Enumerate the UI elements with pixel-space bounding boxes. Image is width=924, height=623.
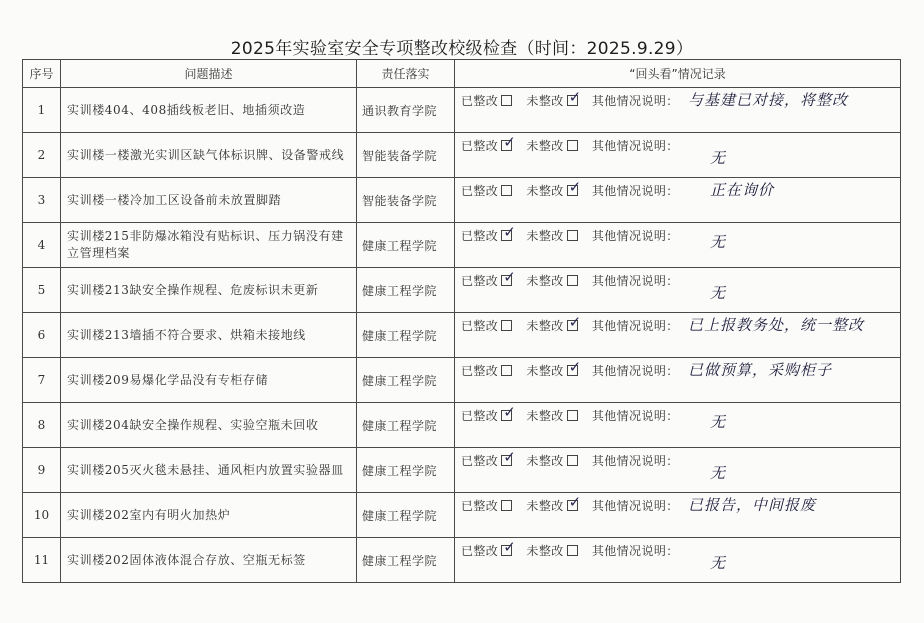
table-row bbox=[23, 448, 901, 493]
status-options bbox=[461, 178, 679, 199]
handwritten-note: 正在询价 bbox=[710, 181, 775, 199]
other-label: 其他情况说明： bbox=[591, 274, 679, 288]
row-description: 实训楼213墙插不符合要求、烘箱未接地线 bbox=[61, 313, 357, 358]
row-record bbox=[455, 313, 901, 358]
handwritten-note: 已报告，中间报废 bbox=[688, 496, 817, 514]
row-description: 实训楼202固体液体混合存放、空瓶无标签 bbox=[61, 538, 357, 583]
option-rectified-label: 已整改 bbox=[461, 409, 499, 423]
option-rectified-label: 已整改 bbox=[461, 544, 499, 558]
checkbox-icon[interactable] bbox=[501, 95, 512, 106]
row-description: 实训楼404、408插线板老旧、地插须改造 bbox=[61, 88, 357, 133]
checkmark-icon: ✓ bbox=[503, 268, 517, 286]
checkbox-icon[interactable] bbox=[567, 88, 582, 106]
header-description: 问题描述 bbox=[61, 60, 357, 88]
status-options bbox=[461, 358, 679, 379]
table-row bbox=[23, 538, 901, 583]
header-record: “回头看”情况记录 bbox=[455, 60, 901, 88]
checkbox-icon[interactable] bbox=[501, 538, 517, 556]
status-options bbox=[461, 448, 679, 469]
checkbox-icon[interactable] bbox=[567, 410, 578, 421]
table-row bbox=[23, 223, 901, 268]
checkmark-icon: ✓ bbox=[503, 223, 517, 241]
option-rectified[interactable] bbox=[461, 497, 512, 514]
row-department: 通识教育学院 bbox=[357, 88, 455, 133]
option-rectified[interactable] bbox=[461, 268, 517, 289]
option-rectified[interactable] bbox=[461, 133, 517, 154]
checkmark-icon: ✓ bbox=[503, 133, 517, 151]
other-label: 其他情况说明： bbox=[591, 319, 679, 333]
handwritten-note: 无 bbox=[710, 149, 727, 167]
checkbox-icon[interactable] bbox=[501, 365, 512, 376]
table-row bbox=[23, 133, 901, 178]
handwritten-note: 无 bbox=[710, 413, 727, 431]
handwritten-note: 与基建已对接，将整改 bbox=[688, 91, 849, 109]
option-rectified-label: 已整改 bbox=[461, 499, 499, 513]
option-not-rectified-label: 未整改 bbox=[526, 139, 564, 153]
option-not-rectified[interactable] bbox=[526, 178, 582, 199]
option-rectified[interactable] bbox=[461, 317, 512, 334]
option-not-rectified-label: 未整改 bbox=[526, 94, 564, 108]
row-index: 8 bbox=[23, 403, 61, 448]
option-rectified-label: 已整改 bbox=[461, 454, 499, 468]
checkbox-icon[interactable] bbox=[501, 223, 517, 241]
checkbox-icon[interactable] bbox=[501, 268, 517, 286]
option-not-rectified-label: 未整改 bbox=[526, 274, 564, 288]
checkbox-icon[interactable] bbox=[501, 448, 517, 466]
status-options bbox=[461, 88, 679, 109]
table-row bbox=[23, 88, 901, 133]
option-rectified[interactable] bbox=[461, 182, 512, 199]
row-description: 实训楼213缺安全操作规程、危废标识未更新 bbox=[61, 268, 357, 313]
checkmark-icon: ✓ bbox=[503, 538, 517, 556]
row-department: 健康工程学院 bbox=[357, 538, 455, 583]
checkbox-icon[interactable] bbox=[567, 313, 582, 331]
row-index: 3 bbox=[23, 178, 61, 223]
option-rectified[interactable] bbox=[461, 403, 517, 424]
other-label: 其他情况说明： bbox=[591, 139, 679, 153]
page-title: 2025年实验室安全专项整改校级检查（时间：2025.9.29） bbox=[230, 39, 694, 59]
other-label: 其他情况说明： bbox=[591, 184, 679, 198]
other-label: 其他情况说明： bbox=[591, 454, 679, 468]
option-rectified[interactable] bbox=[461, 92, 512, 109]
row-index: 9 bbox=[23, 448, 61, 493]
checkmark-icon: ✓ bbox=[568, 88, 582, 106]
option-not-rectified[interactable] bbox=[526, 452, 577, 469]
handwritten-note: 无 bbox=[710, 464, 727, 482]
checkbox-icon[interactable] bbox=[567, 178, 582, 196]
row-department: 健康工程学院 bbox=[357, 448, 455, 493]
handwritten-note: 无 bbox=[710, 284, 727, 302]
checkbox-icon[interactable] bbox=[501, 185, 512, 196]
checkmark-icon: ✓ bbox=[568, 358, 582, 376]
row-record bbox=[455, 268, 901, 313]
row-index: 10 bbox=[23, 493, 61, 538]
row-department: 健康工程学院 bbox=[357, 313, 455, 358]
option-not-rectified[interactable] bbox=[526, 272, 577, 289]
option-rectified-label: 已整改 bbox=[461, 319, 499, 333]
option-not-rectified-label: 未整改 bbox=[526, 364, 564, 378]
table-row bbox=[23, 403, 901, 448]
status-options bbox=[461, 493, 679, 514]
option-not-rectified[interactable] bbox=[526, 137, 577, 154]
option-not-rectified[interactable] bbox=[526, 313, 582, 334]
inspection-table bbox=[22, 59, 901, 583]
row-description: 实训楼一楼冷加工区设备前未放置脚踏 bbox=[61, 178, 357, 223]
option-rectified-label: 已整改 bbox=[461, 94, 499, 108]
status-options bbox=[461, 223, 679, 244]
handwritten-note: 无 bbox=[710, 554, 727, 572]
option-rectified-label: 已整改 bbox=[461, 229, 499, 243]
option-not-rectified-label: 未整改 bbox=[526, 319, 564, 333]
row-department: 健康工程学院 bbox=[357, 358, 455, 403]
checkbox-icon[interactable] bbox=[501, 320, 512, 331]
option-not-rectified-label: 未整改 bbox=[526, 544, 564, 558]
row-description: 实训楼一楼激光实训区缺气体标识牌、设备警戒线 bbox=[61, 133, 357, 178]
row-index: 2 bbox=[23, 133, 61, 178]
other-label: 其他情况说明： bbox=[591, 229, 679, 243]
option-rectified-label: 已整改 bbox=[461, 274, 499, 288]
checkmark-icon: ✓ bbox=[568, 493, 582, 511]
checkbox-icon[interactable] bbox=[567, 140, 578, 151]
other-label: 其他情况说明： bbox=[591, 94, 679, 108]
table-row bbox=[23, 358, 901, 403]
option-rectified-label: 已整改 bbox=[461, 139, 499, 153]
option-not-rectified[interactable] bbox=[526, 358, 582, 379]
status-options bbox=[461, 538, 679, 559]
row-department: 智能装备学院 bbox=[357, 133, 455, 178]
handwritten-note: 已做预算，采购柜子 bbox=[688, 361, 833, 379]
checkmark-icon: ✓ bbox=[503, 403, 517, 421]
checkbox-icon[interactable] bbox=[501, 133, 517, 151]
checkbox-icon[interactable] bbox=[567, 358, 582, 376]
status-options bbox=[461, 268, 679, 289]
option-rectified[interactable] bbox=[461, 223, 517, 244]
option-not-rectified-label: 未整改 bbox=[526, 184, 564, 198]
checkmark-icon: ✓ bbox=[568, 313, 582, 331]
option-not-rectified[interactable] bbox=[526, 407, 577, 424]
header-index: 序号 bbox=[23, 60, 61, 88]
status-options bbox=[461, 133, 679, 154]
checkbox-icon[interactable] bbox=[567, 455, 578, 466]
table-header-row bbox=[23, 60, 901, 88]
option-not-rectified[interactable] bbox=[526, 88, 582, 109]
status-options bbox=[461, 403, 679, 424]
option-not-rectified-label: 未整改 bbox=[526, 499, 564, 513]
checkmark-icon: ✓ bbox=[503, 448, 517, 466]
option-not-rectified-label: 未整改 bbox=[526, 454, 564, 468]
option-not-rectified-label: 未整改 bbox=[526, 409, 564, 423]
option-rectified[interactable] bbox=[461, 448, 517, 469]
row-department: 健康工程学院 bbox=[357, 493, 455, 538]
handwritten-note: 无 bbox=[710, 233, 727, 251]
row-record bbox=[455, 358, 901, 403]
checkbox-icon[interactable] bbox=[567, 493, 582, 511]
option-rectified-label: 已整改 bbox=[461, 364, 499, 378]
row-record bbox=[455, 178, 901, 223]
checkbox-icon[interactable] bbox=[567, 545, 578, 556]
other-label: 其他情况说明： bbox=[591, 499, 679, 513]
other-label: 其他情况说明： bbox=[591, 409, 679, 423]
row-record bbox=[455, 88, 901, 133]
table-row bbox=[23, 313, 901, 358]
checkbox-icon[interactable] bbox=[567, 230, 578, 241]
row-record bbox=[455, 403, 901, 448]
row-record bbox=[455, 133, 901, 178]
option-rectified[interactable] bbox=[461, 538, 517, 559]
row-department: 健康工程学院 bbox=[357, 403, 455, 448]
table-row bbox=[23, 178, 901, 223]
header-responsible: 责任落实 bbox=[357, 60, 455, 88]
row-record bbox=[455, 223, 901, 268]
table-row bbox=[23, 493, 901, 538]
row-description: 实训楼205灭火毯未悬挂、通风柜内放置实验器皿 bbox=[61, 448, 357, 493]
handwritten-note: 已上报教务处，统一整改 bbox=[688, 316, 865, 334]
row-index: 6 bbox=[23, 313, 61, 358]
row-index: 1 bbox=[23, 88, 61, 133]
checkbox-icon[interactable] bbox=[501, 500, 512, 511]
option-rectified[interactable] bbox=[461, 362, 512, 379]
row-index: 7 bbox=[23, 358, 61, 403]
row-department: 健康工程学院 bbox=[357, 223, 455, 268]
option-not-rectified[interactable] bbox=[526, 227, 577, 244]
status-options bbox=[461, 313, 679, 334]
option-not-rectified[interactable] bbox=[526, 493, 582, 514]
row-record bbox=[455, 448, 901, 493]
row-department: 健康工程学院 bbox=[357, 268, 455, 313]
other-label: 其他情况说明： bbox=[591, 364, 679, 378]
checkbox-icon[interactable] bbox=[501, 403, 517, 421]
option-not-rectified[interactable] bbox=[526, 542, 577, 559]
row-description: 实训楼204缺安全操作规程、实验空瓶未回收 bbox=[61, 403, 357, 448]
row-index: 5 bbox=[23, 268, 61, 313]
option-rectified-label: 已整改 bbox=[461, 184, 499, 198]
checkbox-icon[interactable] bbox=[567, 275, 578, 286]
row-index: 4 bbox=[23, 223, 61, 268]
table-row bbox=[23, 268, 901, 313]
row-record bbox=[455, 493, 901, 538]
checkmark-icon: ✓ bbox=[568, 178, 582, 196]
row-record bbox=[455, 538, 901, 583]
row-description: 实训楼215非防爆冰箱没有贴标识、压力锅没有建立管理档案 bbox=[61, 223, 357, 268]
row-department: 智能装备学院 bbox=[357, 178, 455, 223]
row-description: 实训楼209易爆化学品没有专柜存储 bbox=[61, 358, 357, 403]
option-not-rectified-label: 未整改 bbox=[526, 229, 564, 243]
other-label: 其他情况说明： bbox=[591, 544, 679, 558]
row-index: 11 bbox=[23, 538, 61, 583]
row-description: 实训楼202室内有明火加热炉 bbox=[61, 493, 357, 538]
